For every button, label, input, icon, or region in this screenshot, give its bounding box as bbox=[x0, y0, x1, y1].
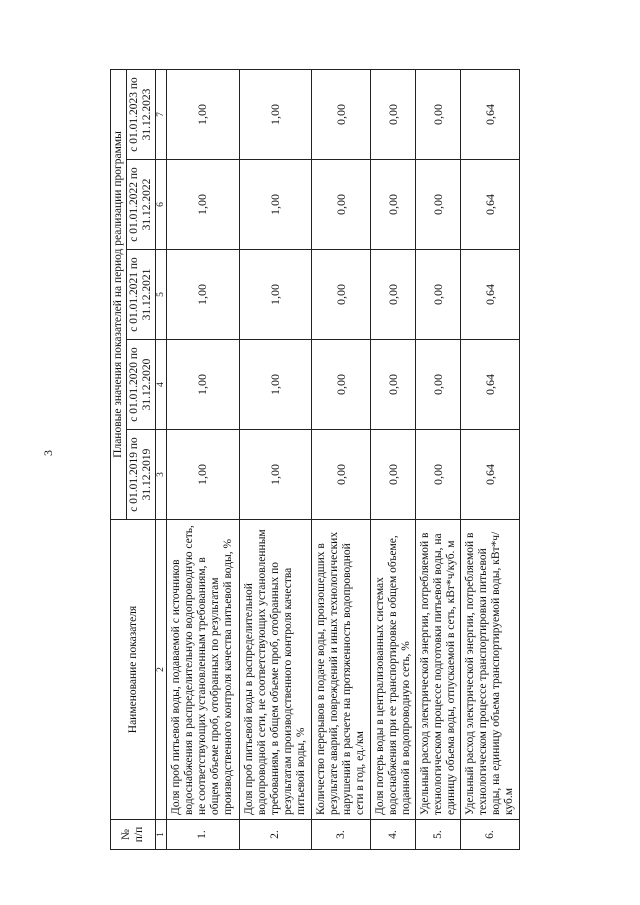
column-index: 3 bbox=[156, 430, 167, 520]
table-row bbox=[416, 69, 461, 849]
indicator-value: 1,00 bbox=[239, 160, 312, 250]
indicator-value: 0,64 bbox=[461, 160, 520, 250]
indicator-value: 1,00 bbox=[239, 340, 312, 430]
indicator-value: 0,64 bbox=[461, 69, 520, 159]
indicator-value: 0,00 bbox=[371, 430, 416, 520]
table-row bbox=[371, 69, 416, 849]
indicator-value: 1,00 bbox=[239, 430, 312, 520]
indicator-name: Доля проб питьевой воды, подаваемой с источников водоснабжения в распределительную водопроводную сеть, не соответствующих установленным требованиям, в общем объеме проб, отобранных по результатам производственного контроля качества питьевой воды, % bbox=[167, 520, 240, 820]
indicator-value: 0,00 bbox=[312, 69, 371, 159]
row-number: 3. bbox=[312, 820, 371, 850]
indicator-value: 0,00 bbox=[312, 160, 371, 250]
indicator-value: 0,64 bbox=[461, 340, 520, 430]
header-name: Наименование показателя bbox=[111, 520, 156, 820]
header-period: с 01.01.2023 по 31.12.2023 bbox=[127, 69, 156, 159]
row-number: 4. bbox=[371, 820, 416, 850]
column-index: 4 bbox=[156, 340, 167, 430]
header-period: с 01.01.2020 по 31.12.2020 bbox=[127, 340, 156, 430]
indicator-value: 0,00 bbox=[416, 340, 461, 430]
indicator-name: Количество перерывов в подаче воды, произошедших в результате аварий, повреждений и иных технологических нарушений в расчете на протяженность водопроводной сети в год, ед./км bbox=[312, 520, 371, 820]
header-group: Плановые значения показателей на период реализации программы bbox=[111, 69, 127, 519]
row-number: 2. bbox=[239, 820, 312, 850]
indicator-value: 0,64 bbox=[461, 250, 520, 340]
indicator-value: 0,00 bbox=[371, 250, 416, 340]
table-row bbox=[239, 69, 312, 849]
column-index: 7 bbox=[156, 69, 167, 159]
header-period: с 01.01.2019 по 31.12.2019 bbox=[127, 430, 156, 520]
row-number: 6. bbox=[461, 820, 520, 850]
indicators-table bbox=[110, 69, 520, 850]
indicator-value: 0,00 bbox=[416, 430, 461, 520]
indicator-value: 0,00 bbox=[416, 69, 461, 159]
indicator-value: 1,00 bbox=[167, 250, 240, 340]
indicator-value: 1,00 bbox=[239, 250, 312, 340]
header-period: с 01.01.2021 по 31.12.2021 bbox=[127, 250, 156, 340]
table-row bbox=[461, 69, 520, 849]
indicator-name: Доля потерь воды в централизованных системах водоснабжения при ее транспортировке в общем объеме, поданной в водопроводную сеть, % bbox=[371, 520, 416, 820]
indicator-value: 0,00 bbox=[371, 160, 416, 250]
column-index: 2 bbox=[156, 520, 167, 820]
column-index: 6 bbox=[156, 160, 167, 250]
table-row bbox=[312, 69, 371, 849]
row-number: 5. bbox=[416, 820, 461, 850]
indicator-value: 1,00 bbox=[167, 430, 240, 520]
indicator-value: 0,00 bbox=[416, 250, 461, 340]
indicator-value: 0,00 bbox=[312, 250, 371, 340]
indicator-value: 0,00 bbox=[312, 430, 371, 520]
indicator-value: 0,00 bbox=[371, 69, 416, 159]
column-index: 1 bbox=[156, 820, 167, 850]
indicator-value: 0,00 bbox=[312, 340, 371, 430]
header-period: с 01.01.2022 по 31.12.2022 bbox=[127, 160, 156, 250]
rotated-table-container bbox=[110, 70, 520, 850]
indicator-name: Доля проб питьевой воды в распределительной водопроводной сети, не соответствующих установленным требованиям, в общем объеме проб, отобранных по результатам производственного контроля качества питьевой воды, % bbox=[239, 520, 312, 820]
indicator-value: 1,00 bbox=[167, 160, 240, 250]
indicator-value: 1,00 bbox=[239, 69, 312, 159]
indicator-value: 0,64 bbox=[461, 430, 520, 520]
indicator-value: 0,00 bbox=[416, 160, 461, 250]
indicator-value: 0,00 bbox=[371, 340, 416, 430]
column-index: 5 bbox=[156, 250, 167, 340]
page-number: 3 bbox=[41, 450, 55, 456]
indicator-value: 1,00 bbox=[167, 340, 240, 430]
table-row bbox=[167, 69, 240, 849]
row-number: 1. bbox=[167, 820, 240, 850]
indicator-name: Удельный расход электрической энергии, потребляемой в технологическом процессе транспортировки питьевой воды, на единицу объема транспортируемой воды, кВт*ч/куб.м bbox=[461, 520, 520, 820]
header-num: № п/п bbox=[111, 820, 156, 850]
indicator-value: 1,00 bbox=[167, 69, 240, 159]
indicator-name: Удельный расход электрической энергии, потребляемой в технологическом процессе подготовки питьевой воды, на единицу объема воды, отпускаемой в сеть, кВт*ч/куб. м bbox=[416, 520, 461, 820]
